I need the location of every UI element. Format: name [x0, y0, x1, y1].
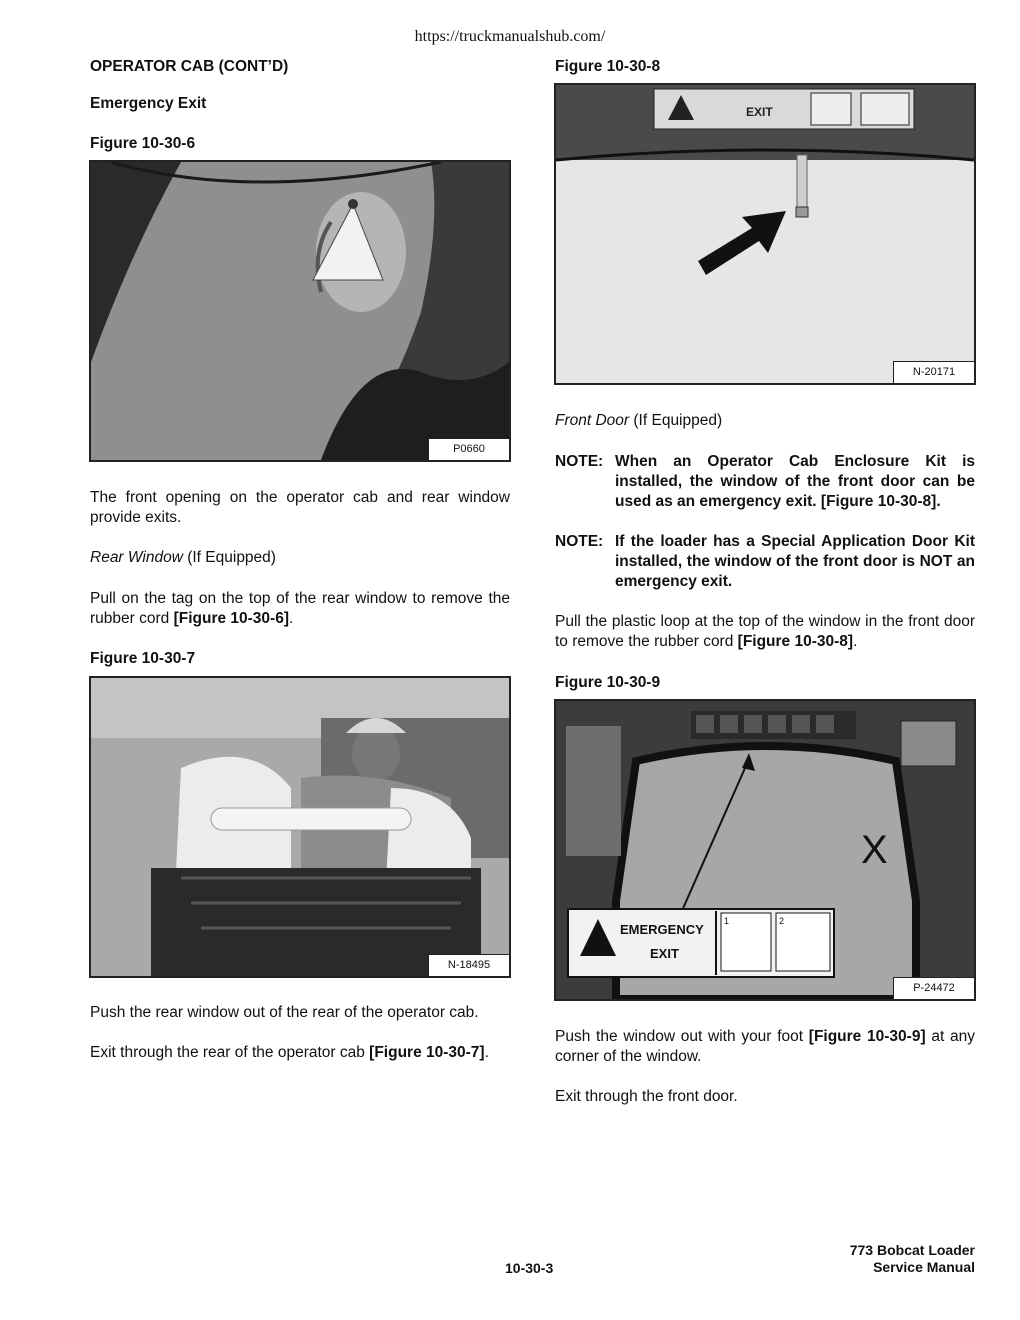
paragraph-pull-loop: Pull the plastic loop at the top of the window in the front door to remove the rubber cord [Figure 10-30-8]. — [555, 613, 975, 650]
figure-caption-7: Figure 10-30-7 — [90, 650, 196, 667]
manual-title: 773 Bobcat Loader Service Manual — [849, 1242, 975, 1275]
front-door-heading: Front Door (If Equipped) — [555, 412, 723, 429]
front-door-loop-illustration — [556, 85, 974, 383]
note-enclosure-kit: NOTE: When an Operator Cab Enclosure Kit is installed, the window of the front door can be used as an emergency exit. [Figure 10-30-8]. — [555, 453, 975, 510]
emergency-decal-line1: EMERGENCY — [620, 922, 704, 937]
figure-10-30-7-photo — [89, 676, 511, 978]
figure-caption-6: Figure 10-30-6 — [90, 135, 196, 152]
paragraph-push-rear-window: Push the rear window out of the rear of the operator cab. — [90, 1004, 479, 1021]
figure-10-30-6-photo — [89, 160, 511, 462]
rear-window-tag-illustration — [91, 162, 509, 460]
step-1-label: 1 — [724, 916, 730, 926]
page-number: 10-30-3 — [505, 1260, 554, 1276]
rear-window-heading: Rear Window (If Equipped) — [90, 549, 276, 566]
paragraph-exit-rear: Exit through the rear of the operator cab [Figure 10-30-7]. — [90, 1044, 489, 1061]
step-2-label: 2 — [779, 916, 785, 926]
figure-10-30-9-photo — [554, 699, 976, 1001]
paragraph-exits: The front opening on the operator cab and rear window provide exits. — [90, 489, 510, 526]
source-url: https://truckmanualshub.com/ — [414, 28, 606, 45]
figure-code: N-20171 — [893, 361, 974, 383]
note-special-application-door: NOTE: If the loader has a Special Application Door Kit installed, the window of the front door is NOT an emergency exit. — [555, 533, 975, 590]
figure-caption-8: Figure 10-30-8 — [555, 58, 661, 75]
operator-exiting-rear-illustration — [91, 678, 509, 976]
figure-code: P0660 — [428, 438, 509, 460]
figure-caption-9: Figure 10-30-9 — [555, 674, 661, 691]
figure-code: P-24472 — [893, 977, 974, 999]
paragraph-exit-front: Exit through the front door. — [555, 1088, 738, 1105]
figure-code: N-18495 — [428, 954, 509, 976]
subsection-title: Emergency Exit — [90, 95, 207, 112]
emergency-decal-line2: EXIT — [650, 946, 679, 961]
figure-10-30-8-photo — [554, 83, 976, 385]
exit-decal-text: EXIT — [746, 105, 773, 119]
paragraph-push-window: Push the window out with your foot [Figure 10-30-9] at any corner of the window. — [555, 1028, 975, 1065]
x-mark: X — [861, 828, 888, 872]
section-title: OPERATOR CAB (CONT’D) — [90, 58, 289, 75]
paragraph-pull-tag: Pull on the tag on the top of the rear window to remove the rubber cord [Figure 10-30-6]. — [90, 590, 510, 627]
front-window-exit-illustration — [556, 701, 974, 999]
